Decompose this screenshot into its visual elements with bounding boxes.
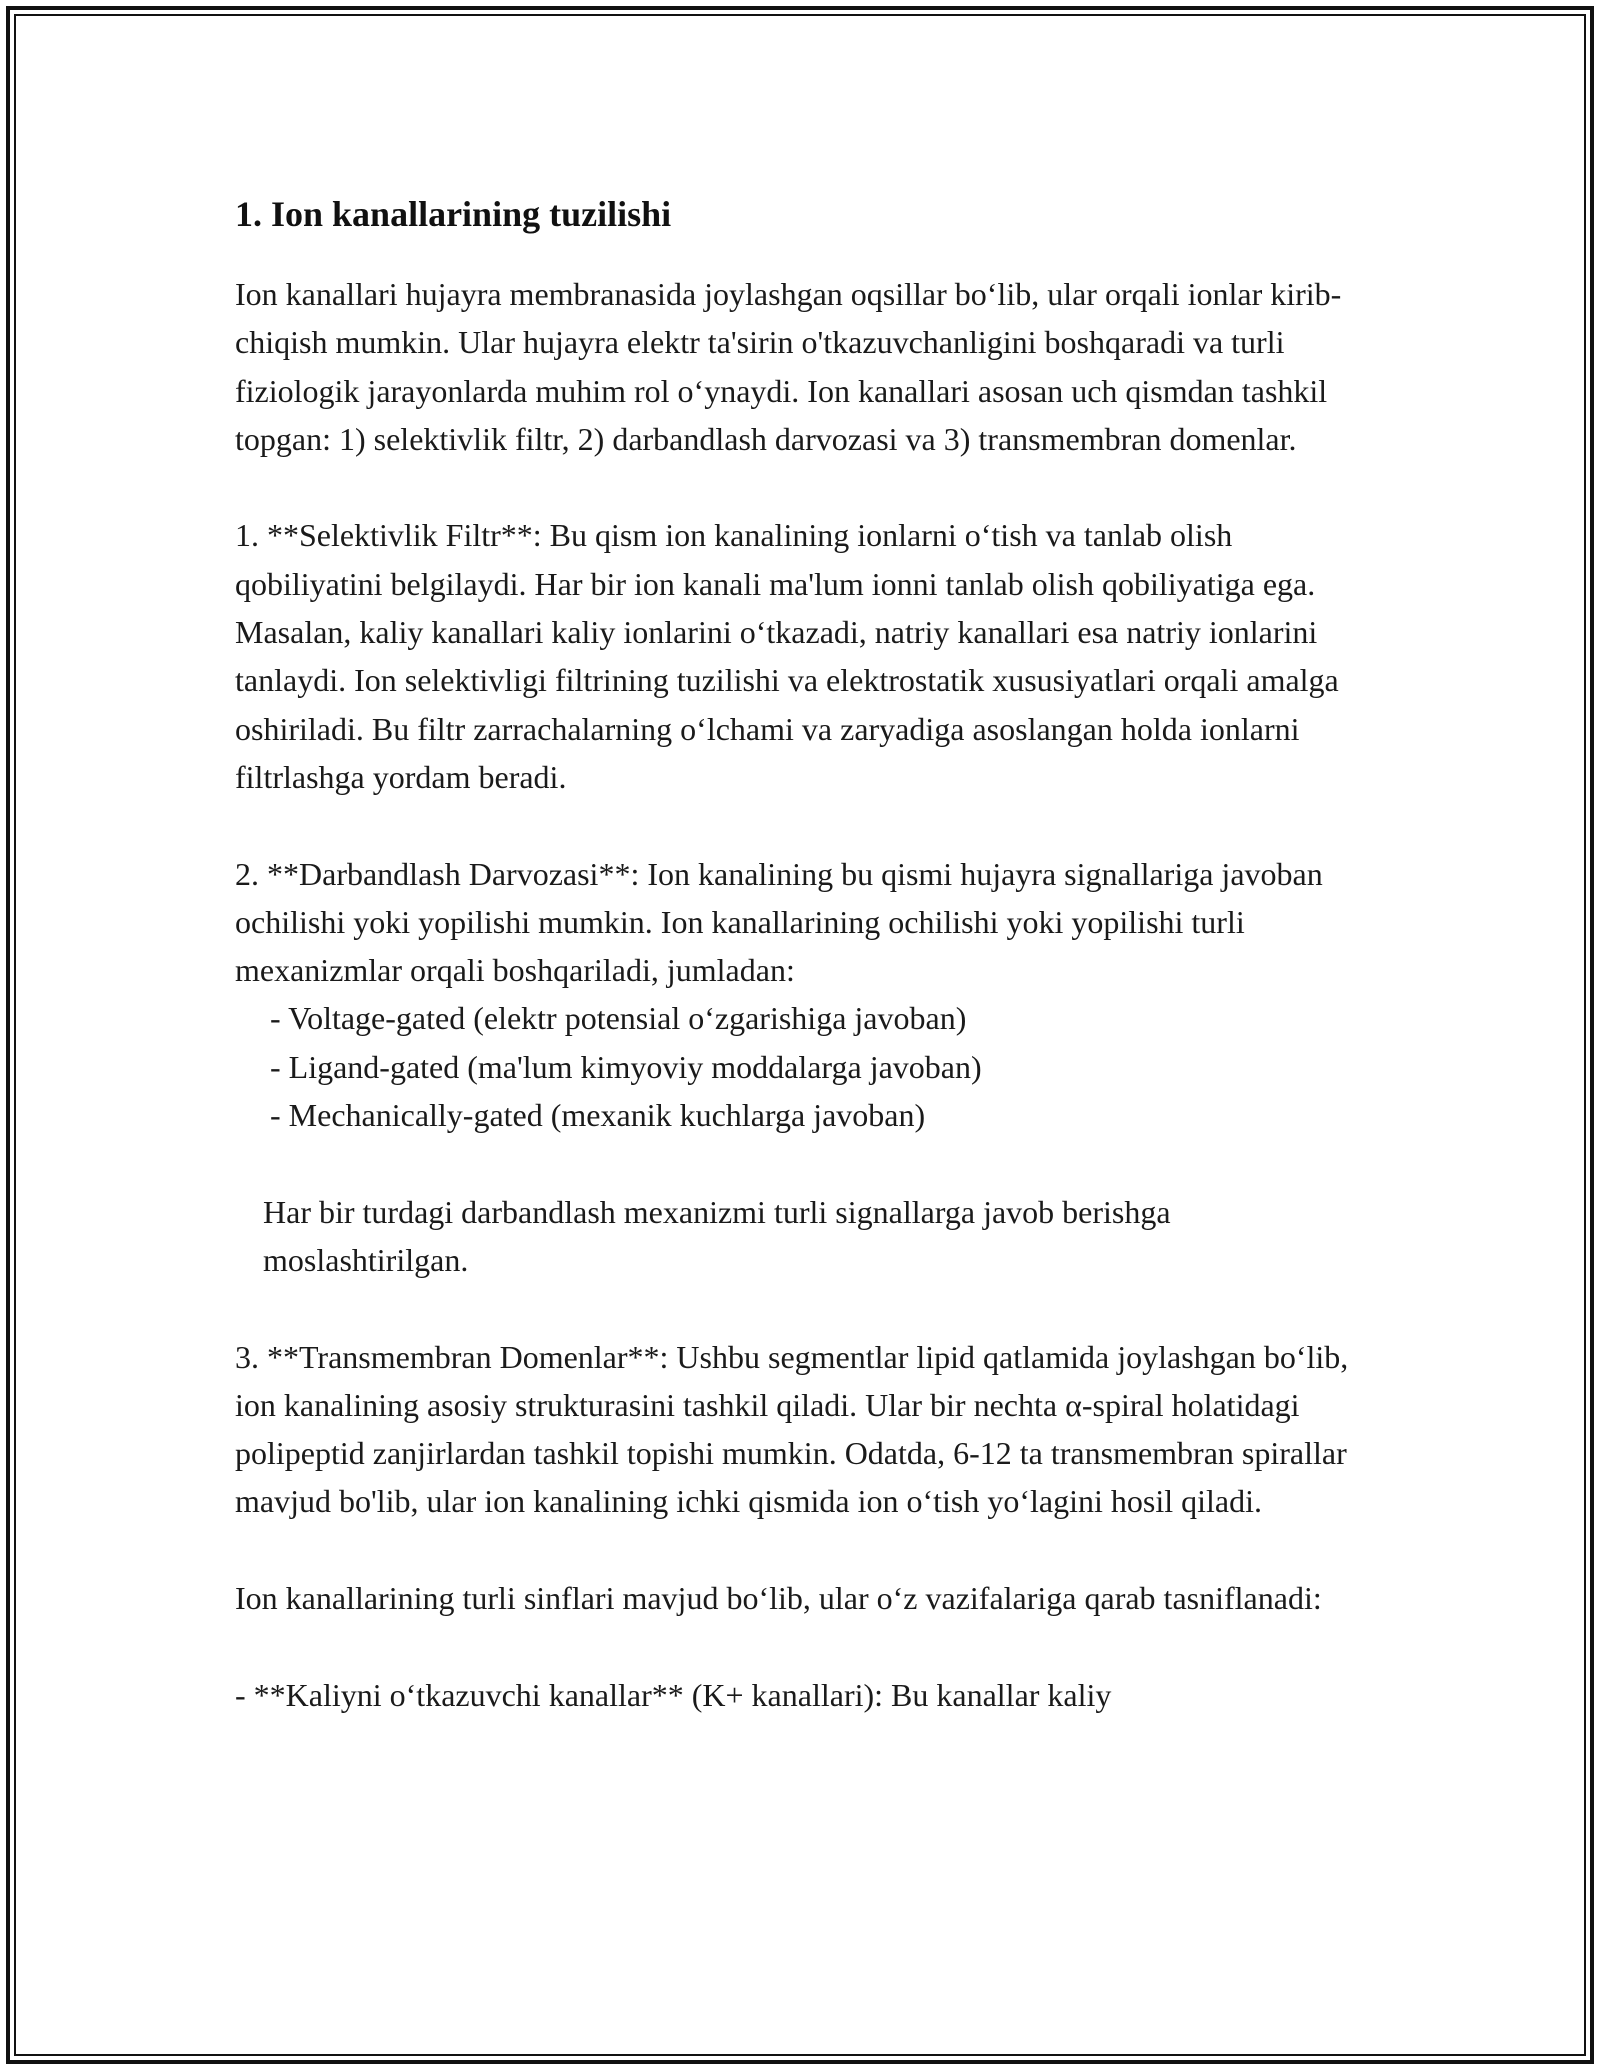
paragraph-spacer	[235, 1139, 1375, 1187]
gating-paragraph: 2. **Darbandlash Darvozasi**: Ion kanalining bu qismi hujayra signallariga javoban ochilishi yoki yopilishi mumkin. Ion kanallarining ochilishi yoki yopilishi turli mexanizmlar orqali boshqariladi, jumladan:	[235, 855, 1323, 989]
paragraph-spacer	[235, 1526, 1375, 1574]
gating-type-item: - Ligand-gated (ma'lum kimyoviy moddalarga javoban)	[270, 1048, 982, 1085]
intro-paragraph: Ion kanallari hujayra membranasida joylashgan oqsillar bo‘lib, ular orqali ionlar kirib-chiqish mumkin. Ular hujayra elektr ta'sirin o'tkazuvchanligini boshqaradi va turli fiziologik jarayonlarda muhim rol o‘ynaydi. Ion kanallari asosan uch qismdan tashkil topgan: 1) selektivlik filtr, 2) darbandlash darvozasi va 3) transmembran domenlar.	[235, 276, 1342, 457]
paragraph-spacer	[235, 801, 1375, 849]
gating-type-item: - Mechanically-gated (mexanik kuchlarga javoban)	[270, 1097, 926, 1134]
transmembrane-paragraph: 3. **Transmembran Domenlar**: Ushbu segmentlar lipid qatlamida joylashgan bo‘lib, ion kanalining asosiy strukturasini tashkil qiladi. Ular bir nechta α-spiral holatidagi polipeptid zanjirlardan tashkil topishi mumkin. Odatda, 6-12 ta transmembran spirallar mavjud bo'lib, ular ion kanalining ichki qismida ion o‘tish yo‘lagini hosil qiladi.	[235, 1338, 1349, 1520]
classes-intro-paragraph: Ion kanallarining turli sinflari mavjud bo‘lib, ular o‘z vazifalariga qarab tasniflanadi:	[235, 1580, 1322, 1617]
section-heading: 1. Ion kanallarining tuzilishi	[235, 194, 672, 234]
paragraph-spacer	[235, 1284, 1375, 1332]
paragraph-spacer	[235, 463, 1375, 511]
selectivity-filter-paragraph: 1. **Selektivlik Filtr**: Bu qism ion kanalining ionlarni o‘tish va tanlab olish qobiliyatini belgilaydi. Har bir ion kanali ma'lum ionni tanlab olish qobiliyatiga ega. Masalan, kaliy kanallari kaliy ionlarini o‘tkazadi, natriy kanallari esa natriy ionlarini tanlaydi. Ion selektivligi filtrining tuzilishi va elektrostatik xususiyatlari orqali amalga oshiriladi. Bu filtr zarrachalarning o‘lchami va zaryadiga asoslangan holda ionlarni filtrlashga yordam beradi.	[235, 517, 1339, 795]
gating-note-paragraph: Har bir turdagi darbandlash mexanizmi turli signallarga javob berishga moslashtirilgan.	[263, 1193, 1171, 1278]
document-body	[235, 188, 1375, 1719]
class-list-item: - **Kaliyni o‘tkazuvchi kanallar** (K+ kanallari): Bu kanallar kaliy	[235, 1676, 1112, 1713]
gating-type-item: - Voltage-gated (elektr potensial o‘zgarishiga javoban)	[270, 1000, 967, 1037]
paragraph-spacer	[235, 1622, 1375, 1670]
